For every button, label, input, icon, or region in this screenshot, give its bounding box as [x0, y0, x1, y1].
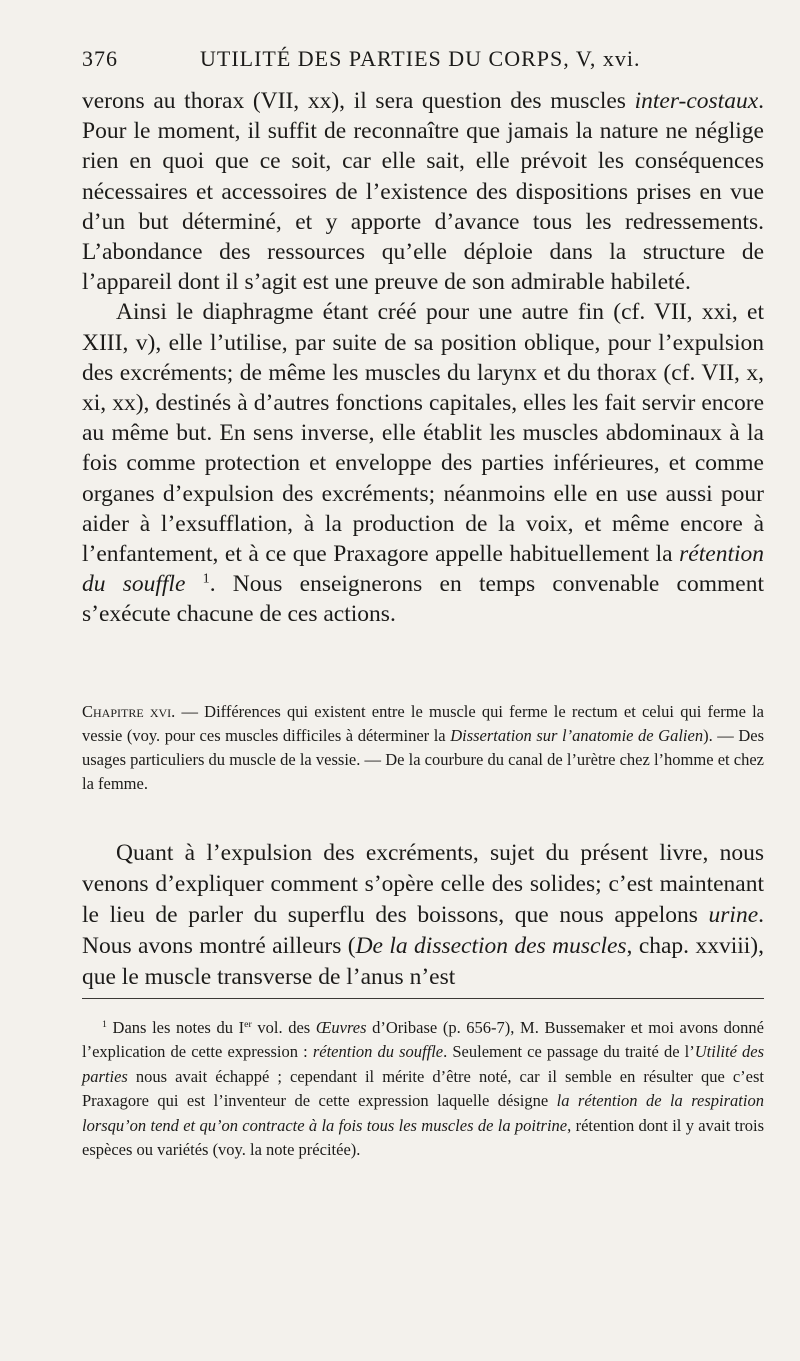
italic-title: Œuvres — [315, 1018, 367, 1037]
main-text-continued — [82, 838, 764, 993]
paragraph-2 — [82, 297, 764, 629]
italic-definition: la rétention de la respiration lorsqu’on tend et qu’on contracte à la fois tous les muscles de la poitrine — [82, 1091, 764, 1135]
text-run: ). — Des usages particuliers du muscle de la vessie. — De la courbure du canal de l’urètre chez l’homme et chez la femme. — [82, 726, 764, 793]
running-head — [82, 46, 762, 80]
chapter-label: Chapitre xvi. — [82, 702, 176, 721]
footnote-mark: 1 — [102, 1019, 107, 1031]
main-text — [82, 86, 764, 630]
text-run: , chap. xxviii), que le muscle transverse de l’anus n’est — [82, 933, 764, 990]
text-run: . Nous enseignerons en temps convenable comment s’exécute chacune de ces actions. — [82, 571, 764, 628]
footnote — [82, 1016, 764, 1162]
chapter-summary — [82, 700, 764, 796]
text-run: Quant à l’expulsion des excréments, sujet du présent livre, nous venons d’expliquer comment s’opère celle des solides; c’est maintenant le lieu de parler du superflu des boissons, que nous appelons — [82, 840, 764, 928]
text-run: verons au thorax (VII, xx), il sera question des muscles — [82, 88, 635, 114]
superscript: er — [244, 1019, 252, 1031]
footnote-rule — [82, 998, 764, 999]
text-run: nous avait échappé ; cependant il mérite d’être noté, car il semble en résulter que c’est Praxagore qui est l’inventeur de cette expression laquelle désigne — [82, 1066, 764, 1111]
running-title: UTILITÉ DES PARTIES DU CORPS, V, xvi. — [200, 46, 641, 71]
italic-term: urine — [708, 902, 759, 928]
italic-term: inter-costaux — [634, 88, 759, 114]
footnote-reference[interactable]: 1 — [202, 570, 210, 587]
italic-term: rétention du souffle — [312, 1042, 444, 1062]
text-run: . Nous avons montré ailleurs ( — [82, 902, 764, 959]
text-run: d’Oribase (p. 656-7), M. Bussemaker et moi avons donné l’explication de cette expression : — [82, 1018, 764, 1062]
text-run: — Différences qui existent entre le muscle qui ferme le rectum et celui qui ferme la vessie (voy. pour ces muscles difficiles à déterminer la — [82, 702, 765, 745]
text-run: vol. des — [251, 1018, 316, 1037]
italic-title: Utilité des parties — [82, 1042, 765, 1086]
page-number: 376 — [82, 46, 118, 71]
text-run: . Pour le moment, il suffit de reconnaître que jamais la nature ne néglige rien en quoi que ce soit, car elle sait, elle prévoit les conséquences nécessaires et accessoires de l’existence des dispositions prises en vue d’un but déterminé, et y apporte d’avance tous les redressements. L’abondance des ressources qu’elle déploie dans la structure de l’appareil dont il s’agit est une preuve de son admirable habileté. — [82, 88, 764, 296]
italic-title: De la dissection des muscles — [355, 933, 627, 959]
text-run: Ainsi le diaphragme étant créé pour une autre fin (cf. VII, xxi, et XIII, v), elle l’utilise, par suite de sa position oblique, pour l’expulsion des excréments; de même les muscles du larynx et du thorax (cf. VII, x, xi, xx), destinés à d’autres fonctions capitales, elles les fait servir encore au même but. En sens inverse, elle établit les muscles abdominaux à la fois comme protection et enveloppe des parties inférieures, et comme organes d’expulsion des excréments; néanmoins elle en use aussi pour aider à l’exsufflation, à la production de la voix, et même encore à l’enfantement, et à ce que Praxagore appelle habituellement la — [82, 299, 764, 568]
text-run: Dans les notes du I — [106, 1018, 245, 1037]
text-run: , rétention dont il y avait trois espèces ou variétés (voy. la note précitée). — [82, 1115, 764, 1160]
paragraph-1 — [82, 86, 764, 297]
text-run: . Seulement ce passage du traité de l’ — [443, 1042, 695, 1062]
italic-term: rétention du souffle — [82, 541, 764, 598]
italic-title: Dissertation sur l’anatomie de Galien — [450, 726, 704, 745]
paragraph-3 — [82, 838, 764, 993]
